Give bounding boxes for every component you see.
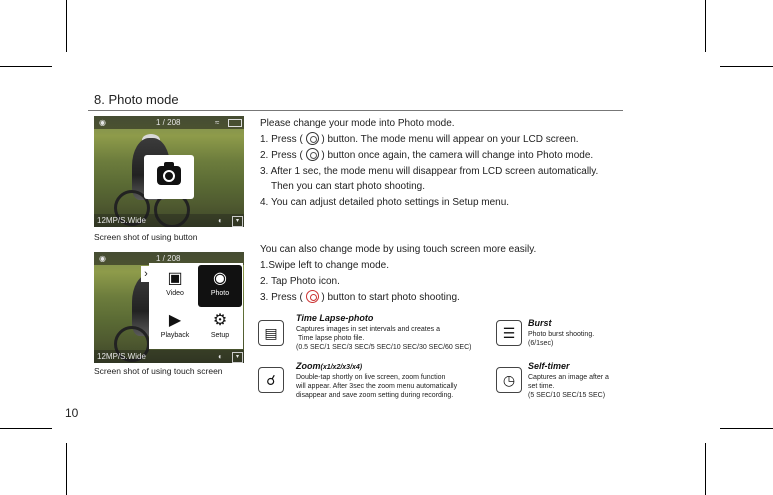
crop-mark (66, 443, 67, 495)
chevron-right-icon[interactable]: › (141, 266, 151, 282)
timer-icon: ◷ (496, 367, 522, 393)
play-icon: ▶ (168, 312, 182, 329)
gear-icon: ⚙ (212, 312, 228, 329)
crop-mark (720, 66, 773, 67)
instruction-step: 2. Press ( ) button once again, the camera will change into Photo mode. (260, 150, 594, 161)
mode-selftimer: Self-timer Captures an image after a set time. (5 SEC/10 SEC/15 SEC) (528, 361, 609, 399)
menu-item-video[interactable] (153, 265, 197, 307)
crop-mark (705, 443, 706, 495)
photo-mode-tile (144, 155, 194, 199)
menu-item-playback[interactable] (153, 307, 197, 349)
caption-touch: Screen shot of using touch screen (94, 366, 223, 376)
touch-intro: You can also change mode by using touch screen more easily. (260, 244, 537, 255)
menu-label: Video (166, 290, 184, 297)
battery-icon (228, 119, 242, 127)
instruction-step: 4. You can adjust detailed photo settings in Setup menu. (260, 197, 510, 208)
instruction-step: 3. After 1 sec, the mode menu will disappear from LCD screen automatically. (260, 166, 599, 177)
video-icon: ▣ (167, 270, 183, 287)
mode-button-icon (306, 148, 319, 161)
timelapse-icon: ▤ (258, 320, 284, 346)
instructions-touch (260, 242, 536, 305)
menu-label: Photo (210, 290, 230, 297)
mode-menu (149, 263, 243, 349)
crop-mark (705, 0, 706, 52)
resolution-label: 12MP/S.Wide (97, 352, 146, 361)
instruction-step: Then you can start photo shooting. (271, 181, 425, 192)
camera-mode-icon: ◉ (99, 254, 106, 263)
menu-label: Playback (160, 332, 190, 339)
instruction-step: 1. Press ( ) button. The mode menu will appear on your LCD screen. (260, 134, 579, 145)
timer-icon: ◐ (218, 216, 223, 225)
menu-label: Setup (210, 332, 230, 339)
caption-button: Screen shot of using button (94, 232, 198, 242)
menu-item-photo[interactable] (198, 265, 242, 307)
touch-step: 2. Tap Photo icon. (260, 276, 340, 287)
screen-bottom-bar (94, 214, 244, 227)
touch-step: 3. Press ( ) button to start photo shooting. (260, 292, 460, 303)
shot-counter: 1 / 208 (156, 118, 181, 127)
instruction-intro: Please change your mode into Photo mode. (260, 118, 455, 129)
dropdown-icon: ▾ (232, 216, 243, 227)
crop-mark (66, 0, 67, 52)
wifi-icon: ≈ (215, 118, 220, 127)
title-divider (88, 110, 623, 111)
screen-bottom-bar (94, 350, 244, 363)
zoom-icon: ☌ (258, 367, 284, 393)
timer-icon: ◐ (218, 352, 223, 361)
burst-icon: ☰ (496, 320, 522, 346)
resolution-label: 12MP/S.Wide (97, 216, 146, 225)
touch-step: 1.Swipe left to change mode. (260, 260, 389, 271)
menu-item-setup[interactable] (198, 307, 242, 349)
camera-screen-button (94, 116, 244, 227)
mode-burst: Burst Photo burst shooting. (6/1sec) (528, 318, 595, 347)
shot-counter: 1 / 208 (156, 254, 181, 263)
page-number: 10 (65, 406, 79, 420)
mode-timelapse: Time Lapse-photo Captures images in set intervals and creates a Time lapse photo file. (0.5 SEC/1 SEC/3 SEC/5 SEC/10 SEC/30 SEC/60 SEC) (296, 313, 472, 351)
mode-zoom: Zoom(x1/x2/x3/x4) Double-tap shortly on live screen, zoom function will appear. After 3sec the zoom menu automatically disappear and save zoom setting during recording. (296, 361, 458, 399)
mode-button-icon (306, 132, 319, 145)
crop-mark (0, 66, 52, 67)
crop-mark (0, 428, 52, 429)
crop-mark (720, 428, 773, 429)
camera-mode-icon: ◉ (99, 118, 106, 127)
screen-top-bar (94, 116, 244, 129)
section-title: 8. Photo mode (94, 92, 179, 107)
camera-icon: ◉ (213, 270, 227, 287)
instructions-button (260, 116, 598, 210)
camera-screen-touch (94, 252, 244, 363)
dropdown-icon: ▾ (232, 352, 243, 363)
shutter-button-icon (306, 290, 319, 303)
